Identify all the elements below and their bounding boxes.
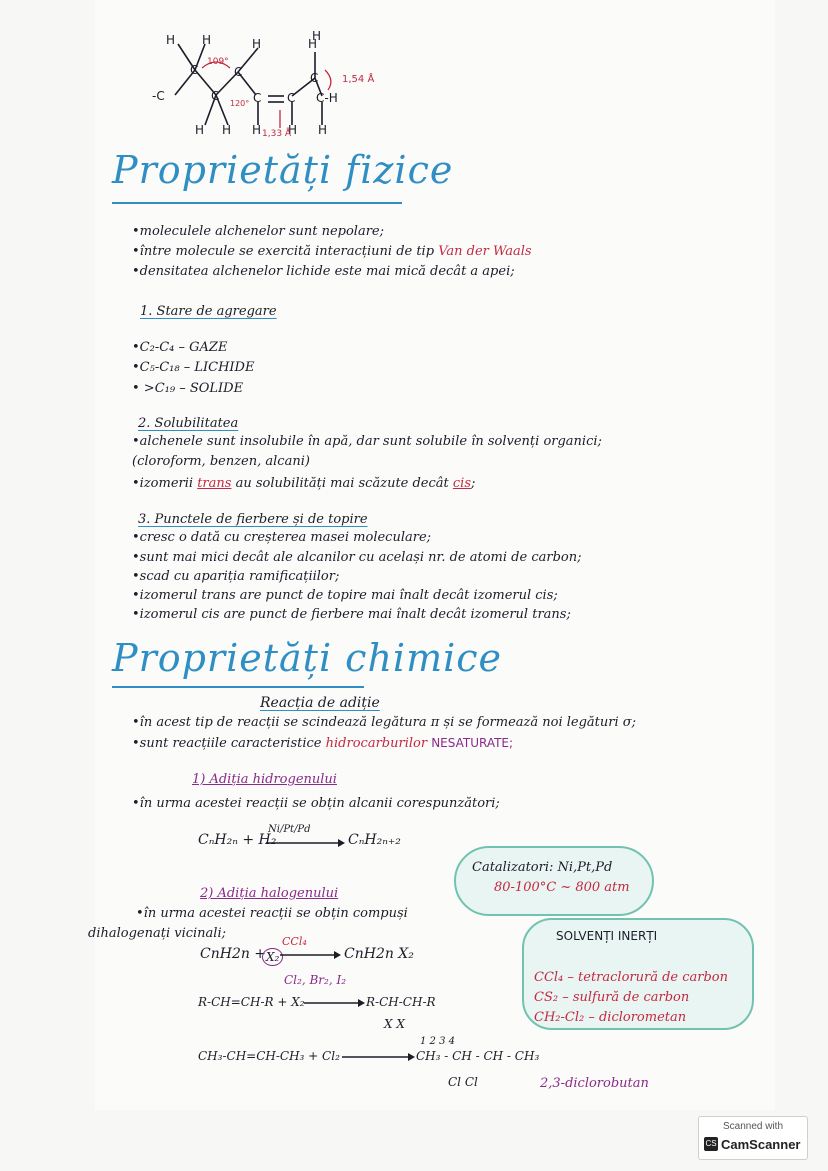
svg-text:C: C [310,71,319,85]
hydrogenation-reactants: CₙH₂ₙ + H₂ [198,832,277,848]
halogen-x2: X₂ [262,948,283,966]
addition-line-2-text: •sunt reacțiile caracteristice [132,736,322,751]
halogenation-eq2-left: R-CH=CH-R + X₂ [198,995,305,1009]
solvents-title: SOLVENȚI INERȚI [556,929,658,943]
solubility-line-1: •alchenele sunt insolubile în apă, dar sunt solubile în solvenți organici; [132,434,602,449]
halogenation-eq2-right: R-CH-CH-R [366,995,436,1009]
reaction-arrow-4 [342,1052,416,1062]
scanned-with-text: Scanned with [722,1121,784,1132]
reaction-arrow-3 [304,998,366,1008]
semicolon: ; [471,476,476,491]
camscanner-brand: CamScanner [721,1137,801,1152]
svg-text:C: C [190,63,199,77]
hydrogenation-product: CₙH₂ₙ₊₂ [348,832,401,848]
reaction-arrow-1 [266,838,346,848]
aggregation-state-title: 1. Stare de agregare [140,304,277,319]
svg-text:C: C [287,91,296,105]
boiling-item-3: •scad cu apariția ramificațiilor; [132,569,340,584]
double-bond-length: 1,33 Å [262,129,292,139]
svg-text:H: H [252,123,262,137]
svg-text:C-H: C-H [316,91,338,105]
svg-text:C: C [234,65,243,79]
halogen-line-1: •în urma acestei reacții se obțin compuși [136,906,408,921]
cis-term: cis [452,476,472,491]
catalyst-line-1: Catalizatori: Ni,Pt,Pd [472,860,613,875]
svg-text:H: H [252,37,262,51]
addition-reaction-title: Reacția de adiție [260,695,380,711]
eq3-numbering: 1 2 3 4 [420,1036,455,1047]
state-liquid: •C₅-C₁₈ – LICHIDE [132,360,255,375]
alkene-structure-diagram [150,30,390,145]
svg-text:-C: -C [152,89,165,103]
svg-text:C: C [211,89,220,103]
solubility-compare-text: au solubilități mai scăzute decât [235,476,449,491]
halogenation-eq3-right: CH₃ - CH - CH - CH₃ [416,1049,540,1063]
bullet-nonpolar: •moleculele alchenelor sunt nepolare; [132,224,384,239]
solvent-ccl4 [534,970,728,986]
solubility-title: 2. Solubilitatea [138,416,239,431]
product-name: 2,3-diclorobutan [540,1076,649,1091]
svg-text:H: H [202,33,212,47]
eq1-solvent: CCl₄ [282,935,307,948]
solubility-line-3 [132,476,475,492]
halogenation-eq1-left: CnH2n + [200,946,267,962]
solubility-line-2: (cloroform, benzen, alcani) [132,454,310,469]
boiling-item-1: •cresc o dată cu creșterea masei moleculare; [132,530,432,545]
camscanner-logo-icon: CS [704,1137,718,1151]
eq2-halogen-atoms: X X [384,1017,405,1031]
svg-text:H: H [166,33,176,47]
svg-text:H: H [318,123,328,137]
chemical-properties-heading: Proprietăți chimice [112,636,503,680]
bond-angle2-label: 120° [230,99,250,108]
addition-line-1: •în acest tip de reacții se scindează legătura π și se formează noi legături σ; [132,715,637,730]
bond-angle-label: 109° [207,57,229,67]
boiling-item-4: •izomerul trans are punct de topire mai înalt decât izomerul cis; [132,588,558,603]
svg-text:H: H [195,123,205,137]
bullet-density: •densitatea alchenelor lichide este mai mică decât a apei; [132,264,515,279]
heading-underline-2 [112,686,364,688]
boiling-item-5: •izomerul cis are punct de fierbere mai înalt decât izomerul trans; [132,607,571,622]
svg-text:C: C [253,91,262,105]
eq3-chlorine-atoms: Cl Cl [448,1075,478,1089]
isomers-text: •izomerii [132,476,194,491]
svg-text:H: H [222,123,232,137]
reaction-arrow-2 [280,950,342,960]
hydrocarbons-term: hidrocarburilor [325,736,428,751]
solvent-ch2cl2-text: CH₂-Cl₂ – diclorometan [534,1010,687,1025]
heading-underline [112,202,402,204]
addition-line-2 [132,735,513,752]
svg-text:H: H [312,30,322,43]
state-solid: • >C₁₉ – SOLIDE [132,381,244,396]
solvent-ch2cl2 [534,1010,686,1026]
hydrogen-addition-title: 1) Adiția hidrogenului [192,772,337,787]
svg-text:H: H [288,123,298,137]
hydrogen-addition-line: •în urma acestei reacții se obțin alcanii corespunzători; [132,796,500,811]
halogenation-eq3-left: CH₃-CH=CH-CH₃ + Cl₂ [198,1049,340,1063]
unsaturated-term: NESATURATE; [431,736,514,750]
boiling-item-2: •sunt mai mici decât ale alcanilor cu același nr. de atomi de carbon; [132,550,582,565]
solvent-ccl4-text: CCl₄ – tetraclorură de carbon [534,970,728,985]
halogen-addition-title: 2) Adiția halogenului [200,886,339,901]
state-gas: •C₂-C₄ – GAZE [132,340,228,355]
boiling-points-title: 3. Punctele de fierbere și de topire [138,512,368,527]
svg-text:H: H [308,37,318,51]
halogenation-eq1-product: CnH2n X₂ [344,946,414,962]
van-der-waals-term: Van der Waals [438,244,532,259]
bullet-van-der-waals [132,244,532,260]
solvent-cs2 [534,990,689,1006]
camscanner-watermark [698,1116,808,1160]
catalyst-line-2: 80-100°C ~ 800 atm [494,880,630,895]
solvent-cs2-text: CS₂ – sulfură de carbon [534,990,690,1005]
bullet-text: •între molecule se exercită interacțiuni de tip [132,244,435,259]
trans-term: trans [197,476,232,491]
physical-properties-heading: Proprietăți fizice [112,148,454,192]
halogen-list: Cl₂, Br₂, I₂ [284,973,347,987]
single-bond-length: 1,54 Å [342,74,375,85]
hydrogenation-catalyst: Ni/Pt/Pd [268,824,311,835]
halogen-line-2: dihalogenați vicinali; [88,926,226,941]
